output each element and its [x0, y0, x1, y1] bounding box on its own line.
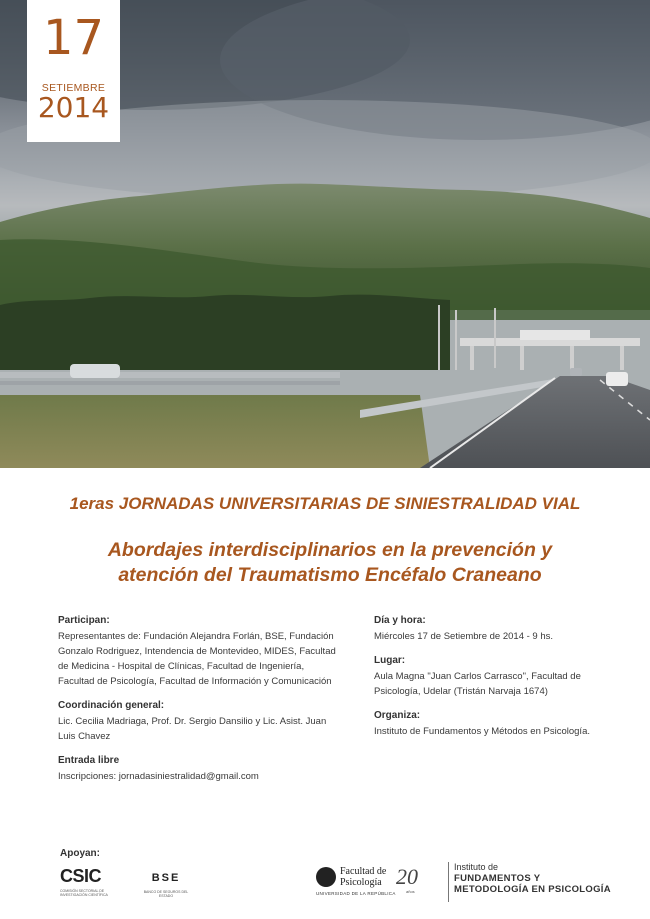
date-year: 2014 — [37, 91, 110, 124]
section-text: Aula Magna "Juan Carlos Carrasco", Facultad de Psicología, Udelar (Tristán Narvaja 1674) — [374, 671, 581, 697]
instituto-line3: METODOLOGÍA EN PSICOLOGÍA — [454, 884, 611, 895]
facultad-name-line2: Psicología — [340, 877, 382, 888]
facultad-name-line1: Facultad de — [340, 866, 387, 877]
anniversary-number: 20 — [396, 864, 418, 889]
section-text: Representantes de: Fundación Alejandra Forlán, BSE, Fundación Gonzalo Rodriguez, Intendencia de Montevideo, MIDES, Facultad de Medicina - Hospital de Clínicas, Facultad de Ingeniería, Facultad de Psicología, Facultad de Información y Comunicación — [58, 631, 336, 687]
bse-subtitle: BANCO DE SEGUROS DEL ESTADO — [143, 890, 189, 898]
section-lugar — [374, 653, 624, 699]
date-box — [27, 0, 120, 142]
bse-logo — [142, 866, 190, 900]
facultad-emblem-icon — [316, 867, 336, 887]
facultad-subtitle: UNIVERSIDAD DE LA REPÚBLICA — [316, 891, 396, 896]
section-label: Día y hora: — [374, 615, 426, 626]
facultad-psicologia-logo — [316, 862, 441, 902]
apoyan-label: Apoyan: — [60, 848, 100, 859]
section-text: Lic. Cecilia Madriaga, Prof. Dr. Sergio Dansilio y Lic. Asist. Juan Luis Chavez — [58, 716, 327, 742]
anniversary-label: años — [406, 889, 415, 894]
event-subtitle: Abordajes interdisciplinarios en la prevención y atención del Traumatismo Encéfalo Craneano — [107, 539, 553, 586]
section-text: Instituto de Fundamentos y Métodos en Psicología. — [374, 726, 590, 737]
info-left-column — [58, 613, 338, 793]
section-entrada — [58, 753, 338, 784]
date-month: SETIEMBRE — [41, 82, 106, 94]
info-right-column — [374, 613, 624, 748]
section-label: Lugar: — [374, 655, 406, 666]
section-organiza — [374, 708, 624, 739]
instituto-line2: FUNDAMENTOS Y — [454, 873, 541, 884]
section-label: Participan: — [58, 615, 110, 626]
section-dia-hora — [374, 613, 624, 644]
instituto-line1: Instituto de — [454, 862, 499, 872]
csic-name: CSIC — [60, 866, 102, 886]
section-label: Organiza: — [374, 710, 421, 721]
event-title: 1eras JORNADAS UNIVERSITARIAS DE SINIESTRALIDAD VIAL — [69, 494, 581, 513]
csic-subtitle: COMISIÓN SECTORIAL DE INVESTIGACIÓN CIENTÍFICA — [60, 889, 108, 897]
facultad-name — [340, 866, 386, 888]
bse-name: BSE — [151, 872, 181, 884]
section-text: Inscripciones: jornadasiniestralidad@gmail.com — [58, 771, 259, 782]
section-participan — [58, 613, 338, 689]
section-label: Coordinación general: — [58, 700, 165, 711]
date-day: 17 — [42, 10, 105, 66]
section-text: Miércoles 17 de Setiembre de 2014 - 9 hs. — [374, 631, 554, 642]
csic-logo — [60, 866, 122, 900]
section-coordinacion — [58, 698, 338, 744]
instituto-logo — [448, 862, 634, 902]
section-label: Entrada libre — [58, 755, 120, 766]
